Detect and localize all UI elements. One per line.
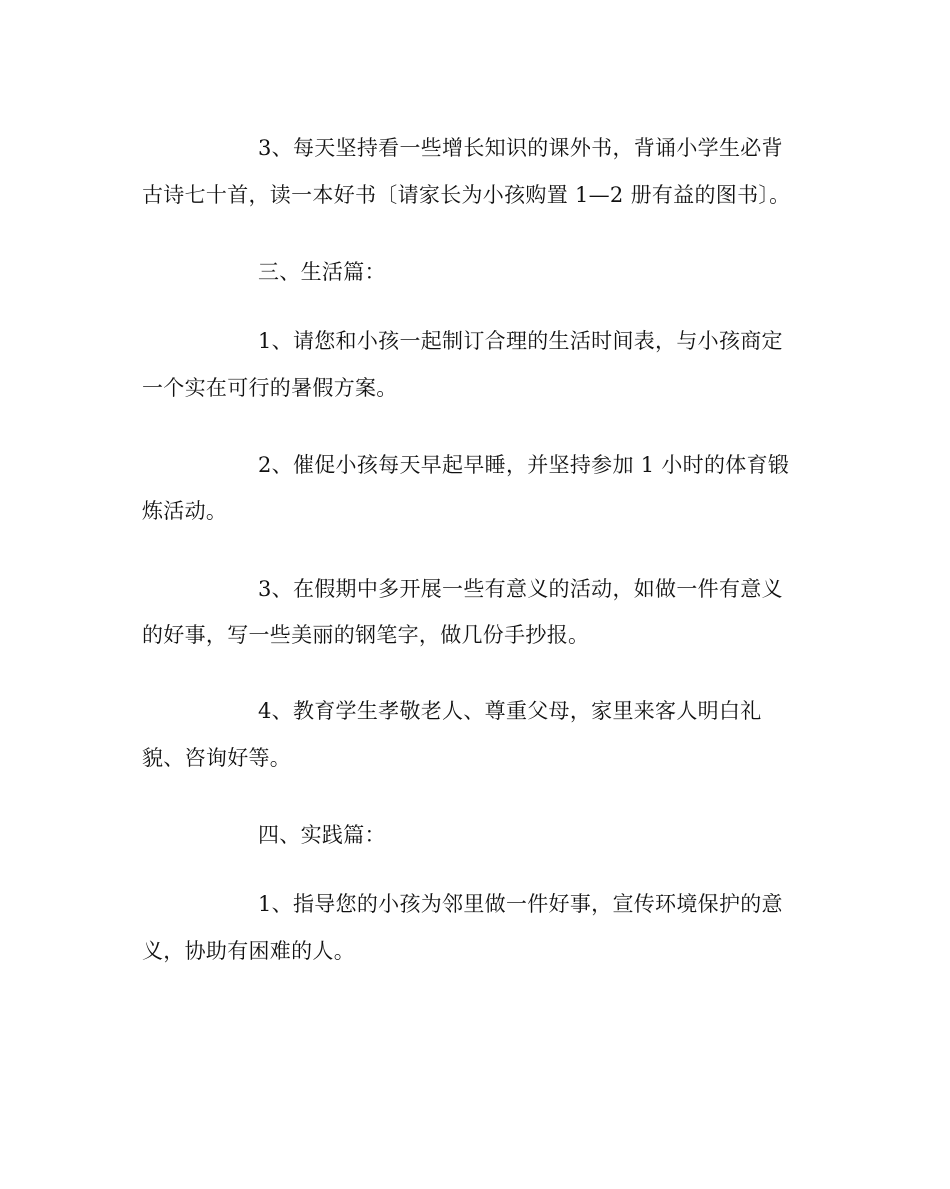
practice-item-1-line-2: 义，协助有困难的人。 xyxy=(142,939,355,963)
life-item-1-line-1: 1、请您和小孩一起制订合理的生活时间表，与小孩商定 xyxy=(258,329,783,353)
life-item-3-line-2: 的好事，写一些美丽的钢笔字，做几份手抄报。 xyxy=(142,623,590,647)
section-heading-practice: 四、实践篇： xyxy=(258,823,386,847)
life-item-3-line-1: 3、在假期中多开展一些有意义的活动，如做一件有意义 xyxy=(258,577,783,601)
paragraph-3-line-1: 3、每天坚持看一些增长知识的课外书，背诵小学生必背 xyxy=(258,136,783,160)
section-heading-life: 三、生活篇： xyxy=(258,260,386,284)
practice-item-1-line-1: 1、指导您的小孩为邻里做一件好事，宣传环境保护的意 xyxy=(258,892,783,916)
life-item-2-line-2: 炼活动。 xyxy=(142,499,228,523)
life-item-4-line-1: 4、教育学生孝敬老人、尊重父母，家里来客人明白礼 xyxy=(258,699,762,723)
life-item-2-line-1: 2、催促小孩每天早起早睡，并坚持参加 1 小时的体育锻 xyxy=(258,453,790,477)
paragraph-3-line-2: 古诗七十首，读一本好书〔请家长为小孩购置 1—2 册有益的图书〕。 xyxy=(142,183,791,207)
life-item-4-line-2: 貌、咨询好等。 xyxy=(142,746,292,770)
life-item-1-line-2: 一个实在可行的暑假方案。 xyxy=(142,376,398,400)
